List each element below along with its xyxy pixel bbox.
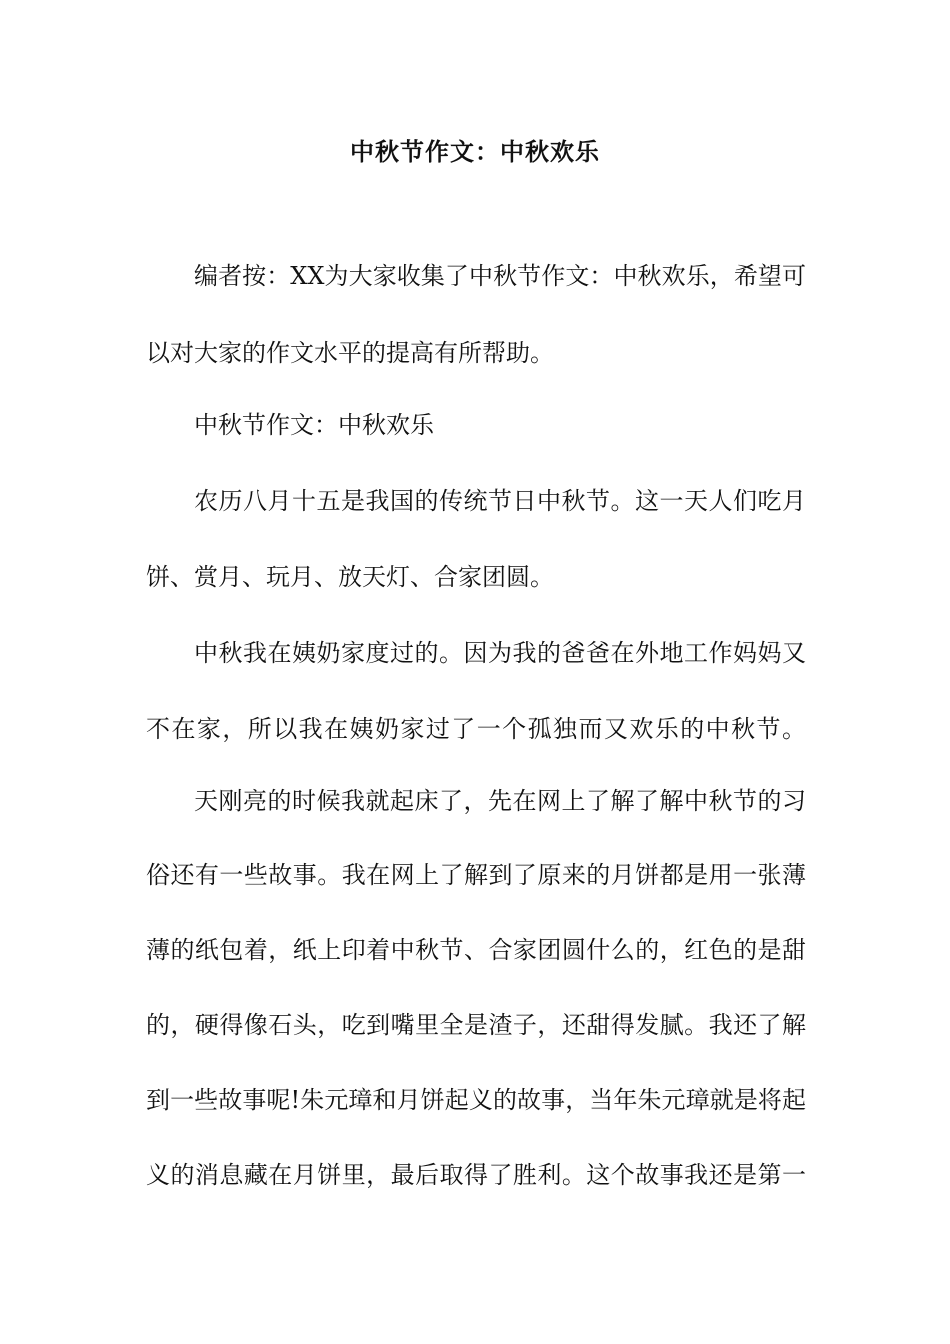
paragraph-3-line-3: 薄的纸包着，纸上印着中秋节、合家团圆什么的，红色的是甜 <box>146 936 806 964</box>
essay-heading: 中秋节作文：中秋欢乐 <box>194 411 434 439</box>
document-title: 中秋节作文：中秋欢乐 <box>350 137 600 166</box>
paragraph-3-line-5: 到一些故事呢!朱元璋和月饼起义的故事，当年朱元璋就是将起 <box>146 1086 806 1114</box>
paragraph-3-line-4: 的，硬得像石头，吃到嘴里全是渣子，还甜得发腻。我还了解 <box>146 1011 806 1039</box>
editor-note-line-1: 编者按：XX为大家收集了中秋节作文：中秋欢乐，希望可 <box>194 262 806 290</box>
editor-note-line-2: 以对大家的作文水平的提高有所帮助。 <box>146 339 554 367</box>
paragraph-2-line-1: 中秋我在姨奶家度过的。因为我的爸爸在外地工作妈妈又 <box>194 639 806 667</box>
paragraph-3-line-1: 天刚亮的时候我就起床了，先在网上了解了解中秋节的习 <box>194 787 806 815</box>
paragraph-3-line-6: 义的消息藏在月饼里，最后取得了胜利。这个故事我还是第一 <box>146 1161 806 1189</box>
paragraph-3-line-2: 俗还有一些故事。我在网上了解到了原来的月饼都是用一张薄 <box>146 861 806 889</box>
paragraph-2-line-2: 不在家，所以我在姨奶家过了一个孤独而又欢乐的中秋节。 <box>146 715 806 743</box>
paragraph-1-line-2: 饼、赏月、玩月、放天灯、合家团圆。 <box>146 563 554 591</box>
paragraph-1-line-1: 农历八月十五是我国的传统节日中秋节。这一天人们吃月 <box>194 487 806 515</box>
